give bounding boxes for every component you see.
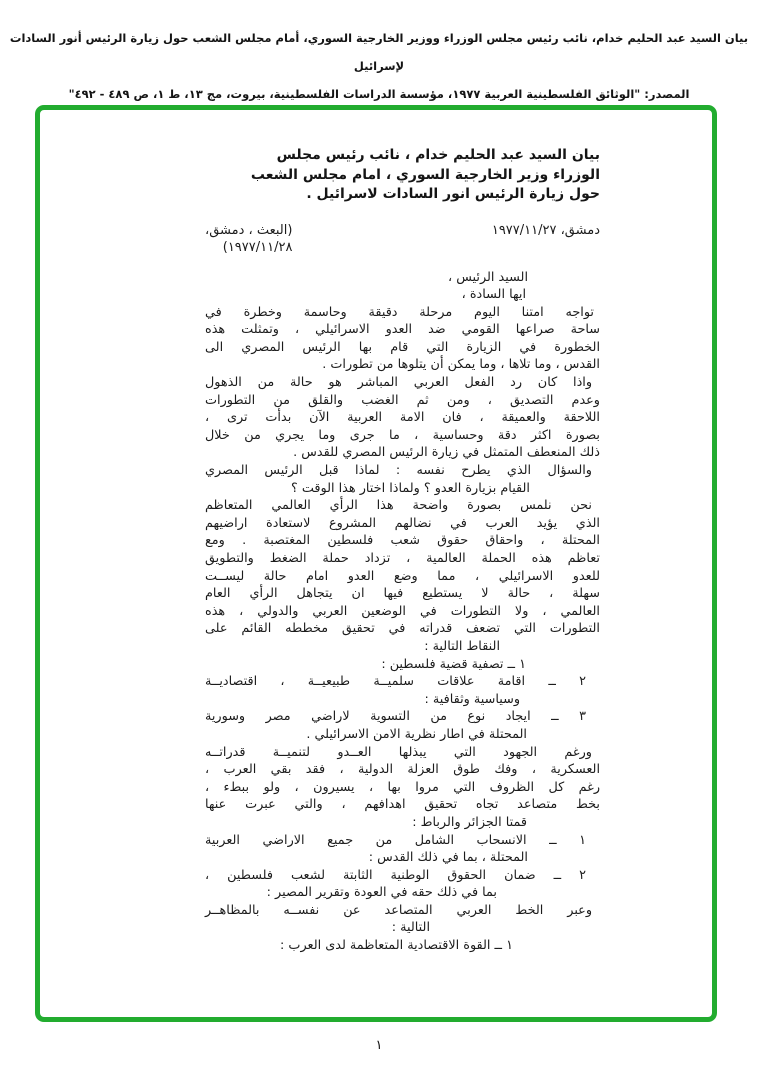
text-line: وعدم التصديق ، ومن ثم الغضب والقلق من التطورات	[205, 392, 600, 408]
text-line: بما في ذلك حقه في العودة وتقرير المصير :	[266, 885, 497, 901]
page-number: ١	[375, 1038, 383, 1053]
text-line: المحتلة ، بما في ذلك القدس :	[368, 850, 528, 866]
text-line: المحتلة ، واحقاق حقوق شعب فلسطين المغتصبة . ومع	[205, 533, 600, 549]
text-line: ١ ــ القوة الاقتصادية المتعاظمة لدى العرب :	[280, 938, 513, 954]
text-line: القدس ، وما تلاها ، وما يمكن أن يتلوها من تطورات .	[322, 357, 600, 373]
text-line: واذا كان رد الفعل العربي المباشر هو حالة من الذهول	[205, 375, 592, 391]
text-line: ورغم الجهود التي يبذلها العــدو لتنميــة قدراتــه	[205, 744, 592, 760]
source-citation-line: (البعث ، دمشق،	[205, 222, 293, 238]
text-line: الخطورة في الزيارة التي قام بها الرئيس المصري الى	[205, 339, 600, 355]
source-citation-line: ١٩٧٧/١١/٢٨)	[222, 239, 293, 255]
document-content-column	[205, 146, 600, 955]
text-line: وسياسية وثقافية :	[424, 691, 520, 707]
text-line: سهلة ، حالة لا يستطيع فيها ان يتجاهل الرأي العام	[205, 586, 600, 602]
text-line: التطورات التي تضعف قدراته في تحقيق مخططه القائم على	[205, 621, 600, 637]
text-line: ١ ــ تصفية قضية فلسطين :	[381, 656, 526, 672]
text-line: بخط متصاعد تجاه تحقيق اهدافهم ، والتي عبرت عنها	[205, 797, 600, 813]
title-line: حول زيارة الرئيس انور السادات لاسرائيل .	[306, 186, 600, 202]
text-line: قمتا الجزائر والرباط :	[412, 814, 527, 830]
scan-header-source-line: المصدر: "الوثائق الفلسطينية العربية ١٩٧٧، مؤسسة الدراسات الفلسطينية، بيروت، مج ١٣، ط ١، ص ٤٨٩ - ٤٩٢"	[68, 87, 690, 101]
document-body	[205, 269, 600, 955]
text-line: ١ ــ الانسحاب الشامل من جميع الاراضي العربية	[205, 832, 586, 848]
source-citation	[205, 222, 292, 256]
text-line: اللاحقة والعميقة ، فان الامة العربية الآن بدأت ترى ،	[205, 410, 600, 426]
text-line: للعدو الاسرائيلي ، مما وضع العدو امام حالة ليســت	[205, 568, 600, 584]
text-line: وعبر الخط العربي المتصاعد عن نفســه بالمظاهــر	[205, 902, 592, 918]
document-title	[205, 146, 600, 205]
scan-header-title-line: بيان السيد عبد الحليم خدام، نائب رئيس مجلس الوزراء ووزير الخارجية السوري، أمام مجلس الشعب حول زيارة الرئيس أنور السادات لإسرائيل	[9, 31, 749, 73]
text-line: نحن نلمس بصورة واضحة هذا الرأي العالمي المتعاظم	[205, 498, 592, 514]
text-line: السيد الرئيس ،	[448, 269, 528, 285]
text-line: تعاظم هذه الحملة العالمية ، تزداد حملة الضغط والتطويق	[205, 551, 600, 566]
text-line: العالمي ، ولا التطورات في الوضعين العربي والدولي ، هذه	[205, 603, 600, 619]
text-line: ٢ ــ ضمان الحقوق الوطنية الثابتة لشعب فلسطين ،	[205, 867, 586, 883]
title-line: الوزراء وزير الخارجية السوري ، امام مجلس الشعب	[250, 166, 600, 183]
title-line: بيان السيد عبد الحليم خدام ، نائب رئيس مجلس	[276, 147, 600, 163]
text-line: تواجه امتنا اليوم مرحلة دقيقة وحاسمة وخطرة في	[205, 304, 594, 320]
text-line: والسؤال الذي يطرح نفسه : لماذا قبل الرئيس المصري	[205, 463, 592, 479]
text-line: المحتلة في اطار نظرية الامن الاسرائيلي .	[306, 726, 527, 742]
text-line: العسكرية ، وفك طوق العزلة الدولية ، فقد بقي العرب ،	[205, 762, 600, 778]
text-line: ساحة صراعها القومي ضد العدو الاسرائيلي ، وتمثلت هذه	[205, 322, 600, 338]
text-line: الذي يؤيد العرب في نضالهم المشروع لاستعادة اراضيهم	[205, 515, 600, 531]
text-line: التالية :	[391, 920, 430, 936]
text-line: النقاط التالية :	[424, 638, 500, 654]
date-place: دمشق، ١٩٧٧/١١/٢٧	[491, 222, 600, 238]
document-border-frame	[35, 105, 717, 1022]
text-line: رغم كل الظروف التي مروا بها ، يسيرون ، ولو ببطء ،	[205, 779, 600, 795]
text-line: ايها السادة ،	[461, 287, 526, 303]
text-line: ٢ ــ اقامة علاقات سلميــة طبيعيــة ، اقتصاديــة	[205, 674, 586, 690]
text-line: ذلك المنعطف المتمثل في زيارة الرئيس المصري للقدس .	[293, 445, 600, 461]
text-line: ٣ ــ ايجاد نوع من التسوية لاراضي مصر وسورية	[205, 709, 586, 725]
scan-header	[6, 24, 752, 108]
text-line: القيام بزيارة العدو ؟ ولماذا اختار هذا الوقت ؟	[290, 480, 530, 496]
text-line: بصورة اكثر دقة وحساسية ، ما جرى وما يجري من خلال	[205, 427, 600, 443]
dateline	[205, 222, 600, 256]
